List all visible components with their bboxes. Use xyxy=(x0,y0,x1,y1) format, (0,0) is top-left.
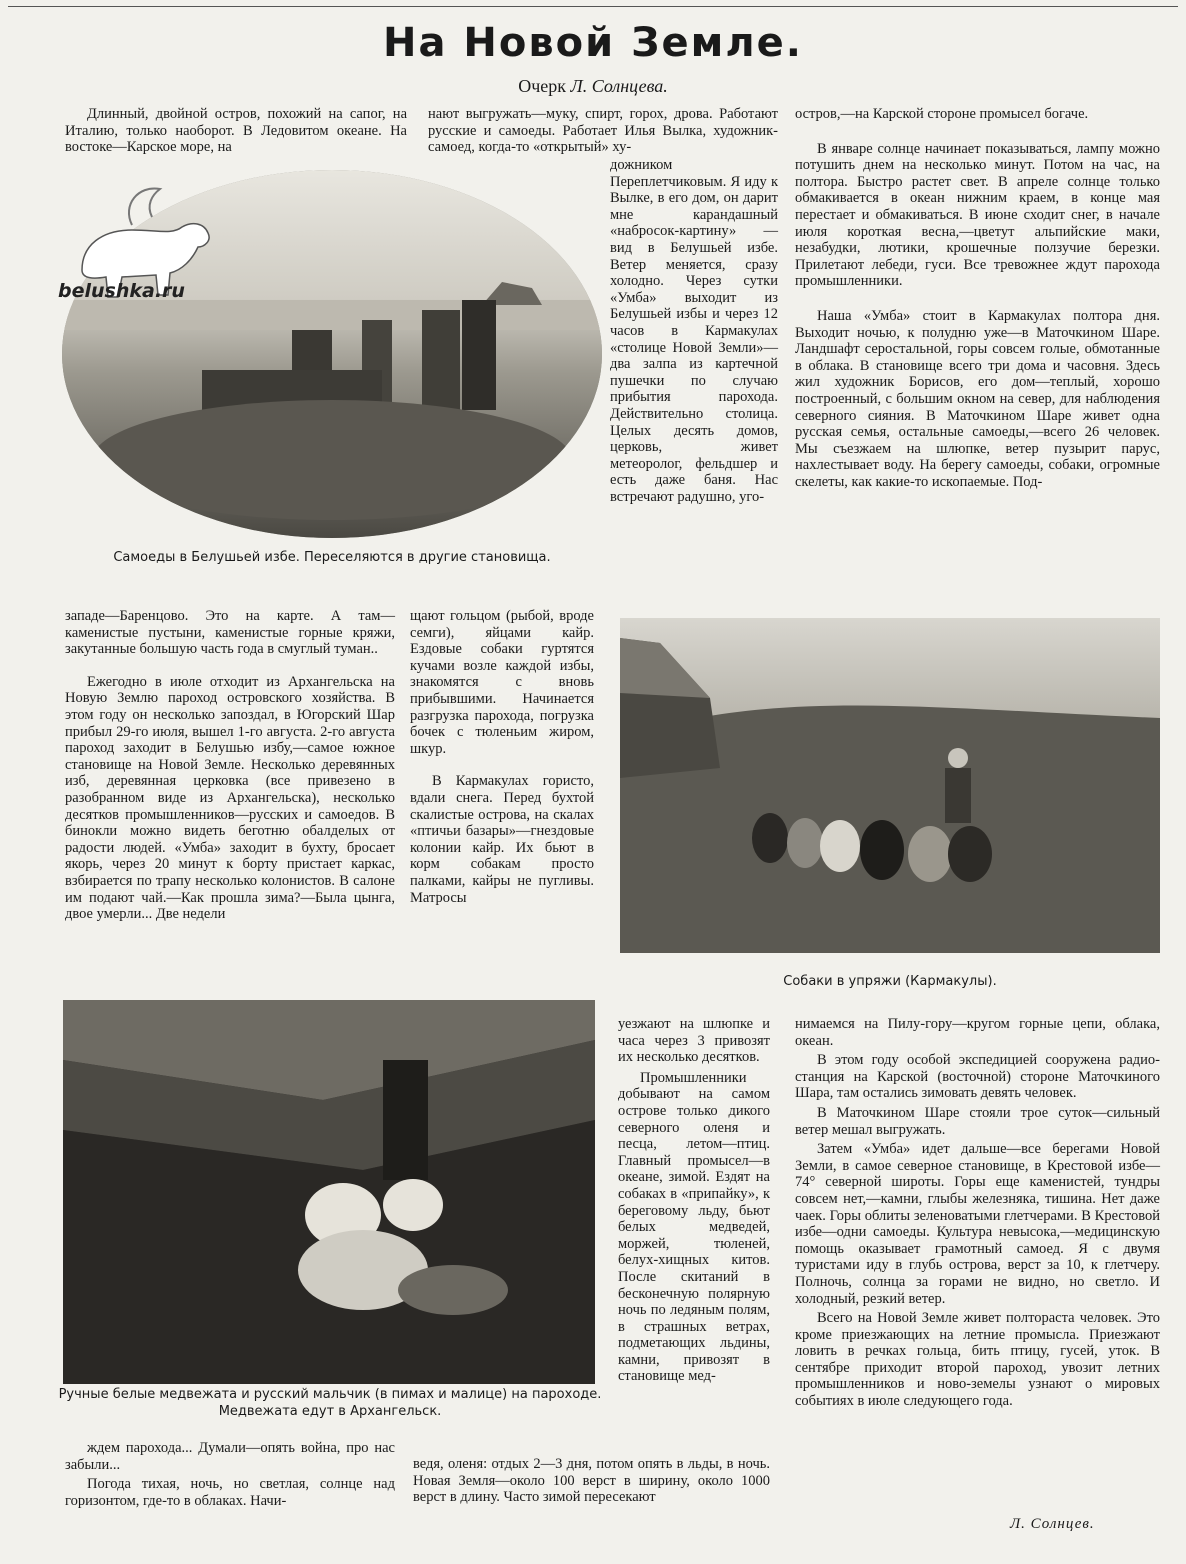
column-b4 xyxy=(413,1456,770,1506)
paragraph: В Маточкином Шаре стояли трое суток—сильный ветер мешал выгружать. xyxy=(795,1104,1160,1138)
paragraph: нают выгружать—муку, спирт, горох, дрова. Работают русские и самоеды. Работает Илья Вылка, художник-самоед, когда-то «открытый» ху- xyxy=(428,106,778,156)
paragraph: западе—Баренцово. Это на карте. А там—каменистые пустыни, каменистые горные кряжи, закутанные большую часть года в смуглый туман.. xyxy=(65,608,395,658)
photo-bear-cubs-image xyxy=(63,1000,595,1384)
article-title: На Новой Земле. xyxy=(383,20,803,66)
byline xyxy=(0,76,1186,97)
byline-author: Л. Солнцева. xyxy=(570,76,668,96)
column-c3 xyxy=(618,1016,770,1385)
paragraph: остров,—на Карской стороне промысел богаче. xyxy=(795,106,1089,122)
column-b2 xyxy=(410,608,594,906)
caption-photo2: Собаки в упряжи (Кармакулы). xyxy=(783,974,997,989)
caption-photo3: Ручные белые медвежата и русский мальчик (в пимах и малице) на пароходе. Медвежата едут в Архангельск. xyxy=(58,1387,602,1419)
watermark-text: belushka.ru xyxy=(58,280,185,302)
paragraph: Погода тихая, ночь, но светлая, солнце над горизонтом, где-то в облаках. Начи- xyxy=(65,1476,395,1509)
paragraph: щают гольцом (рыбой, вроде семги), яйцами кайр. Ездовые собаки гуртятся кучами возле каждой избы, знакомятся с вновь прибывшими. Начинается разгрузка парохода, погрузка бочек с тюленьим жиром, шкур. xyxy=(410,608,594,757)
signature: Л. Солнцев. xyxy=(1010,1516,1095,1532)
column-a4 xyxy=(65,1440,395,1509)
paragraph: дожником Переплетчиковым. Я иду к Вылке, в его дом, он дарит мне карандашный «набросок-картину» — вид в Белушьей избе. Ветер меняется, сразу холодно. Через сутки «Умба» выходит из Белушьей избы и через 12 часов в Кармакулах «столице Новой Земли»—два залпа из картечной пушечки по случаю прибытия парохода. Действительно столица. Целых десять домов, церковь, живет метеоролог, фельдшер и есть даже баня. Нас встречают радушно, уго- xyxy=(610,157,778,505)
polar-bear-logo xyxy=(42,175,217,325)
paragraph: ведя, оленя: отдых 2—3 дня, потом опять в льды, в ночь. Новая Земля—около 100 верст в ширину, около 1000 верст в длину. Часто зимой пересекают xyxy=(413,1456,770,1506)
paragraph: В январе солнце начинает показываться, лампу можно потушить днем на несколько минут. Потом на час, на полтора. Быстро растет свет. В апреле солнце только обмакивается в океан нижним краем, в конце мая перестает и обмакиваться. В июне сходит снег, в начале июля короткая весна,—цветут альпийские маки, незабудки, лютики, крошечные ползучие березки. Прилетают лебеди, гуси. Все тревожнее ждут парохода промышленники. xyxy=(795,140,1160,290)
caption-photo1: Самоеды в Белушьей избе. Переселяются в другие становища. xyxy=(113,550,551,565)
paragraph: уезжают на шлюпке и часа через 3 привозят их несколько десятков. xyxy=(618,1016,770,1066)
column-d3 xyxy=(795,1016,1160,1410)
paragraph: Промышленники добывают на самом острове только дикого северного оленя и песца, летом—птиц. Главный промысел—в океане, зимой. Ездят на собаках в «припайку», к береговому льду, бьют белых медведей, моржей, тюленей, белух-хищных китов. После скитаний в бесконечную полярную ночь по ледяным полям, в страшных ветрах, подметающих льдины, камни, привозят в становище мед- xyxy=(618,1069,770,1385)
paragraph: ждем парохода... Думали—опять война, про нас забыли... xyxy=(65,1440,395,1473)
paragraph: нимаемся на Пилу-гору—кругом горные цепи, облака, океан. xyxy=(795,1016,1160,1049)
photo-dogs-image xyxy=(620,618,1160,953)
photo-dogs xyxy=(620,618,1160,953)
paragraph: В Кармакулах гористо, вдали снега. Перед бухтой скалистые острова, на скалах «птичьи базары»—гнездовые колонии кайр. Их бьют в корм собакам просто палками, кайры не пугливы. Матросы xyxy=(410,773,594,906)
paragraph: Затем «Умба» идет дальше—все берегами Новой Земли, в самое северное становище, в Крестовой избе—74° северной широты. Горы еще каменистей, тундры совсем нет,—камни, глыбы железняка, тишина. Нет даже чаек. Горы облиты зеленоватыми глетчерами. В Крестовой избе—одни самоеды. Культура невысока,—медицинскую помощь оказывает грамотный самоед. Я с двумя туристами иду в глубь острова, верст за 10, к глетчеру. Полночь, солнца за горами не видно, но светло. И холодный, резкий ветер. xyxy=(795,1141,1160,1307)
paragraph: Всего на Новой Земле живет полтораста человек. Это кроме приезжающих на летние промысла. Приезжают ловить в речках гольца, бить птицу, гусей, уток. В сентябре приходит второй пароход, увозит летних промышленников и ново-земелы узнают о мировых событиях в июле следующего года. xyxy=(795,1310,1160,1410)
column-b1 xyxy=(428,106,778,156)
top-rule xyxy=(8,6,1178,7)
paragraph: Наша «Умба» стоит в Кармакулах полтора дня. Выходит ночью, к полудню уже—в Маточкином Шаре. Ландшафт серостальной, горы совсем голые, обмотанные в облака. В становище всего три дома и часовня. Здесь жил художник Борисов, его дом—теплый, хорошо построенный, с большим окном на север, для наблюдения северного сияния. В Маточкином Шаре живет одна русская семья, остальные самоеды,—всего 26 человек. Мы съезжаем на шлюпке, ветер пузырит парус, нахлестывает воду. На берегу самоеды, собаки, огромные скелеты, как какие-то ископаемые. Под- xyxy=(795,307,1160,490)
column-a1 xyxy=(65,106,407,156)
paragraph: В этом году особой экспедицией сооружена радио-станция на Карской (восточной) стороне Маточкиного Шара, там остались зимовать девять человек. xyxy=(795,1052,1160,1102)
column-a2 xyxy=(65,608,395,923)
photo-bear-cubs xyxy=(63,1000,595,1384)
paragraph: Ежегодно в июле отходит из Архангельска на Новую Землю пароход островского хозяйства. В этом году он несколько запоздал, в Югорский Шар прибыл 29-го июля, вышел 1-го августа. 2-го августа пароход заходит в Белушью избу,—самое южное становище на Новой Земле. Несколько деревянных изб, деревянная церковка (все привезено в разобранном виде из Архангельска), несколько десятков промышленников—русских и самоедов. В бинокли можно видеть беготню обалделых от радости людей. «Умба» заходит в бухту, бросает якорь, через 20 минут к борту пристает каркас, взбирается по трапу несколько колонистов. В салоне им подают чай.—Как прошла зима?—Была цынга, двое умерли... Две недели xyxy=(65,673,395,923)
column-d1 xyxy=(795,106,1160,490)
byline-prefix: Очерк xyxy=(518,76,566,96)
paragraph: Длинный, двойной остров, похожий на сапог, на Италию, только наоборот. В Ледовитом океане. На востоке—Карское море, на xyxy=(65,106,407,156)
column-c1 xyxy=(610,157,778,505)
